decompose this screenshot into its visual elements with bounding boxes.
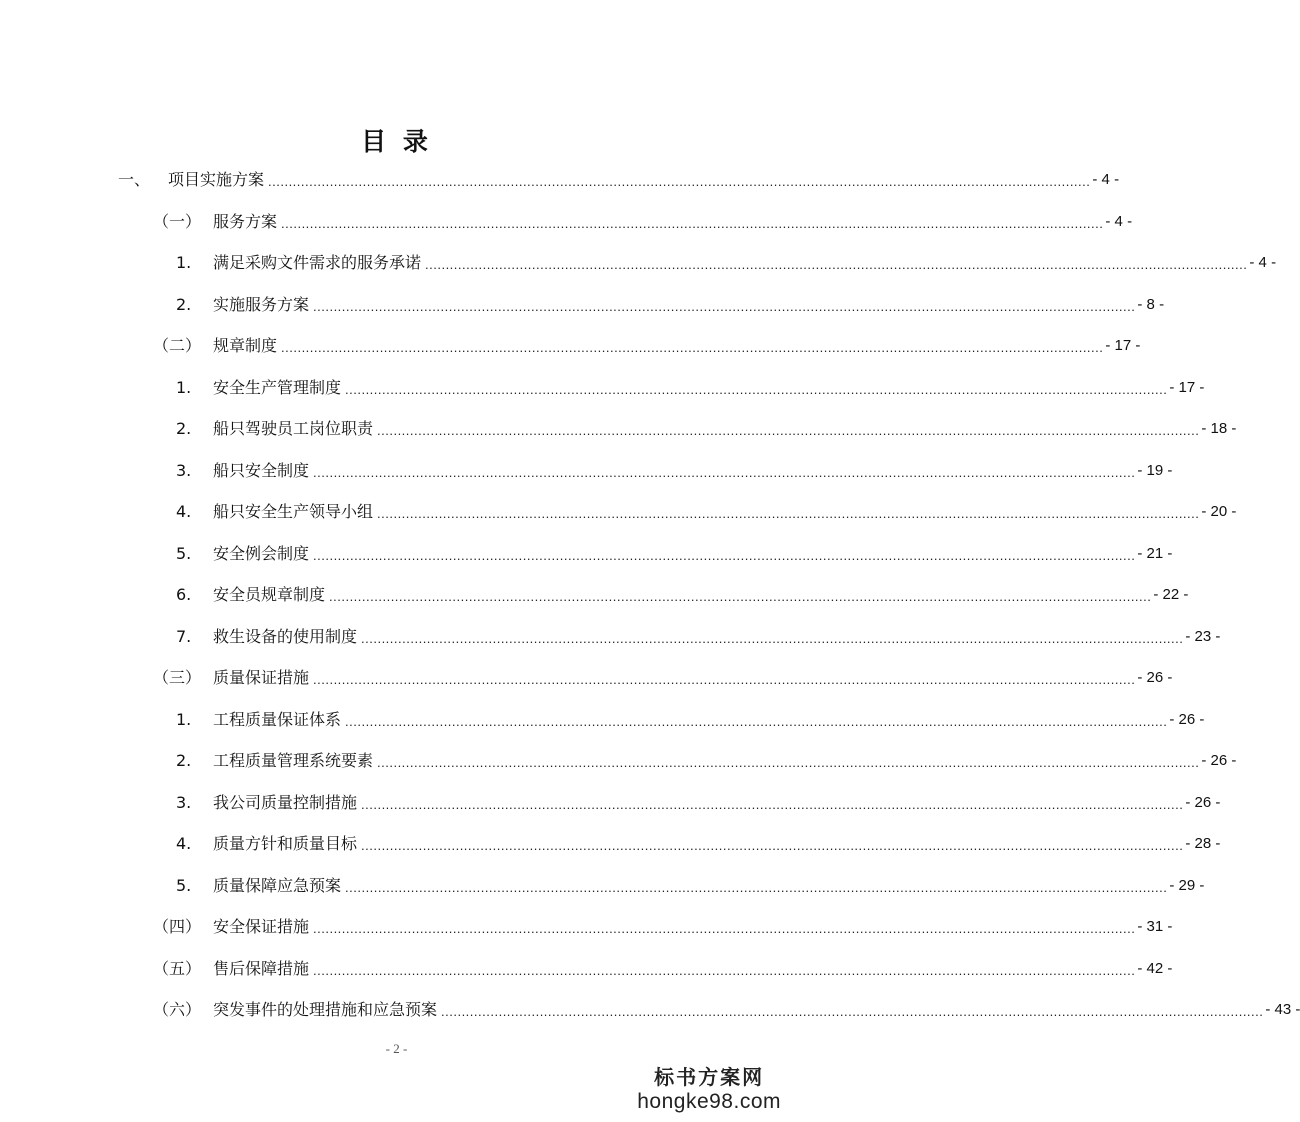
toc-leader-dots: ........................................................................................................................................................................................................ — [313, 962, 1136, 978]
toc-entry-page: - 4 - — [1105, 212, 1133, 230]
toc-leader-dots: ........................................................................................................................................................................................................ — [313, 921, 1136, 936]
toc-entry-number: 5. — [176, 543, 192, 563]
toc-entry[interactable] — [153, 664, 1173, 688]
toc-entry[interactable] — [153, 208, 1133, 232]
toc-entry-number: 5. — [176, 875, 192, 895]
toc-leader-dots: ........................................................................................................................................................................................................ — [345, 381, 1168, 397]
toc-entry-page: - 20 - — [1201, 503, 1237, 520]
toc-leader-dots: ........................................................................................................................................................................................................ — [345, 879, 1168, 895]
toc-entry-number: 2. — [176, 419, 192, 438]
toc-entry[interactable] — [176, 747, 1237, 771]
toc-leader-dots: ........................................................................................................................................................................................................ — [441, 1004, 1264, 1019]
toc-entry-title: 售后保障措施 — [213, 958, 310, 978]
toc-leader-dots: ........................................................................................................................................................................................................ — [313, 298, 1136, 314]
toc-entry-title: 质量方针和质量目标 — [213, 834, 358, 853]
toc-leader-dots: ........................................................................................................................................................................................................ — [425, 257, 1248, 272]
toc-entry-number: 7. — [176, 626, 192, 646]
toc-entry-number: 3. — [176, 792, 192, 812]
toc-leader-dots: ........................................................................................................................................................................................................ — [377, 506, 1200, 521]
toc-entry-number: 4. — [176, 502, 192, 521]
toc-leader-dots: ........................................................................................................................................................................................................ — [281, 215, 1104, 231]
toc-leader-dots: ........................................................................................................................................................................................................ — [377, 755, 1200, 770]
toc-entry[interactable] — [176, 872, 1205, 896]
toc-entry-page: - 26 - — [1201, 752, 1237, 769]
toc-leader-dots: ........................................................................................................................................................................................................ — [361, 796, 1184, 812]
toc-entry-title: 满足采购文件需求的服务承诺 — [213, 253, 422, 272]
toc-entry-page: - 22 - — [1153, 586, 1189, 603]
toc-entry[interactable] — [153, 332, 1141, 356]
toc-entry-number: 1. — [176, 377, 192, 397]
toc-entry-page: - 8 - — [1137, 295, 1165, 313]
toc-entry-number: （一） — [153, 211, 202, 231]
toc-entry-page: - 19 - — [1137, 461, 1173, 479]
toc-entry-page: - 23 - — [1185, 627, 1221, 645]
toc-entry-page: - 26 - — [1169, 710, 1205, 728]
toc-entry[interactable] — [176, 540, 1173, 564]
toc-entry-title: 项目实施方案 — [168, 170, 265, 189]
toc-entry-title: 船只安全生产领导小组 — [213, 502, 374, 521]
toc-title: 目 录 — [361, 127, 432, 156]
toc-entry-page: - 4 - — [1249, 254, 1277, 271]
toc-entry[interactable] — [176, 581, 1189, 605]
toc-entry-title: 安全例会制度 — [213, 543, 310, 563]
toc-entry-page: - 21 - — [1137, 544, 1173, 562]
toc-entry-title: 规章制度 — [213, 336, 278, 355]
page-number-footer: - 2 - — [385, 1041, 408, 1056]
toc-entry-title: 安全生产管理制度 — [213, 377, 342, 397]
toc-leader-dots: ........................................................................................................................................................................................................ — [361, 630, 1184, 646]
watermark-brand: 标书方案网 — [654, 1065, 765, 1089]
toc-entry[interactable] — [176, 457, 1173, 481]
toc-entry[interactable] — [176, 789, 1221, 813]
toc-entry[interactable] — [153, 955, 1173, 979]
toc-entry-page: - 17 - — [1105, 337, 1141, 354]
toc-entry-number: 1. — [176, 709, 192, 729]
toc-entry[interactable] — [176, 249, 1277, 273]
toc-entry-number: 3. — [176, 460, 192, 480]
toc-entry-number: 2. — [176, 751, 192, 770]
toc-entry-number: 1. — [176, 253, 192, 272]
toc-leader-dots: ........................................................................................................................................................................................................ — [345, 713, 1168, 729]
toc-entry-page: - 43 - — [1265, 1001, 1300, 1018]
toc-entry[interactable] — [118, 166, 1120, 190]
toc-leader-dots: ........................................................................................................................................................................................................ — [313, 464, 1136, 480]
toc-entry-number: 6. — [176, 585, 192, 604]
toc-entry[interactable] — [176, 498, 1237, 522]
toc-entry[interactable] — [176, 291, 1165, 315]
toc-entry-number: 4. — [176, 834, 192, 853]
toc-entry-number: （五） — [153, 958, 202, 978]
toc-entry-page: - 4 - — [1092, 171, 1120, 188]
toc-entry[interactable] — [176, 623, 1221, 647]
toc-entry[interactable] — [153, 996, 1300, 1020]
toc-entry-title: 质量保障应急预案 — [213, 875, 342, 895]
toc-entry-title: 工程质量保证体系 — [213, 709, 342, 729]
toc-entry[interactable] — [176, 830, 1221, 854]
toc-entry-number: （六） — [153, 1000, 202, 1019]
toc-entry-title: 质量保证措施 — [213, 668, 310, 687]
toc-entry-number: 一、 — [118, 170, 151, 189]
toc-entry-title: 安全员规章制度 — [213, 585, 326, 604]
toc-entry-title: 安全保证措施 — [213, 917, 310, 936]
toc-leader-dots: ........................................................................................................................................................................................................ — [361, 838, 1184, 853]
toc-entry-page: - 17 - — [1169, 378, 1205, 396]
toc-entry-title: 船只安全制度 — [213, 460, 310, 480]
toc-entry-number: （四） — [153, 917, 202, 936]
toc-entry-page: - 42 - — [1137, 959, 1173, 977]
toc-entry[interactable] — [176, 706, 1205, 730]
toc-entry-title: 我公司质量控制措施 — [213, 792, 358, 812]
toc-leader-dots: ........................................................................................................................................................................................................ — [268, 174, 1091, 189]
toc-entry-page: - 31 - — [1137, 918, 1173, 935]
toc-entry[interactable] — [176, 415, 1237, 439]
toc-entry-title: 服务方案 — [213, 211, 278, 231]
toc-leader-dots: ........................................................................................................................................................................................................ — [313, 672, 1136, 687]
toc-entry-page: - 26 - — [1185, 793, 1221, 811]
toc-entry-number: 2. — [176, 294, 192, 314]
toc-entry-title: 救生设备的使用制度 — [213, 626, 358, 646]
toc-entry[interactable] — [176, 374, 1205, 398]
toc-entry-title: 船只驾驶员工岗位职责 — [213, 419, 374, 438]
toc-entry-page: - 28 - — [1185, 835, 1221, 852]
toc-entry-page: - 26 - — [1137, 669, 1173, 686]
watermark-url: hongke98.com — [637, 1090, 781, 1113]
toc-entry-number: （三） — [153, 668, 202, 687]
toc-entry-page: - 18 - — [1201, 420, 1237, 437]
toc-entry-page: - 29 - — [1169, 876, 1205, 894]
toc-entry-title: 工程质量管理系统要素 — [213, 751, 374, 770]
toc-entry-title: 实施服务方案 — [213, 294, 310, 314]
toc-entry-title: 突发事件的处理措施和应急预案 — [213, 1000, 438, 1019]
site-watermark — [637, 1061, 781, 1114]
toc-leader-dots: ........................................................................................................................................................................................................ — [377, 423, 1200, 438]
toc-leader-dots: ........................................................................................................................................................................................................ — [281, 340, 1104, 355]
toc-entry-number: （二） — [153, 336, 202, 355]
toc-leader-dots: ........................................................................................................................................................................................................ — [329, 589, 1152, 604]
toc-leader-dots: ........................................................................................................................................................................................................ — [313, 547, 1136, 563]
toc-entry[interactable] — [153, 913, 1173, 937]
